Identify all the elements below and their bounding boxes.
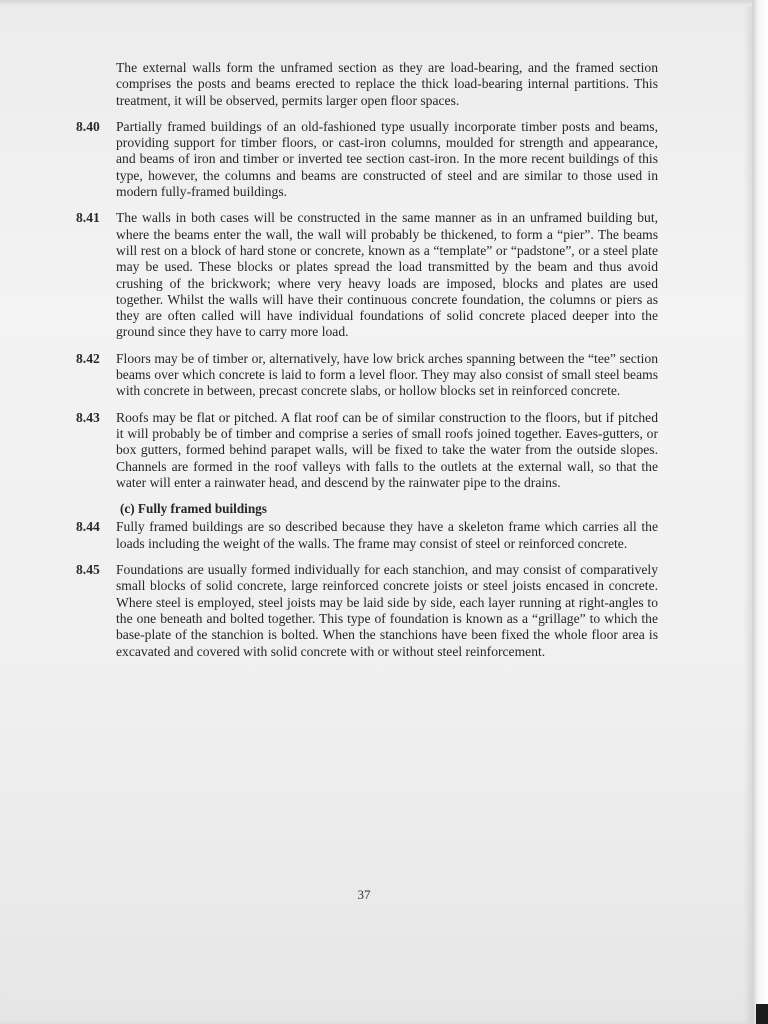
paragraph-number: 8.45 (76, 562, 100, 578)
paragraph-8-43 (76, 410, 658, 491)
paragraph-8-41 (76, 210, 658, 340)
paragraph-number: 8.44 (76, 519, 100, 535)
page-number: 37 (357, 887, 371, 902)
intro-paragraph (76, 60, 658, 109)
paragraph-8-42 (76, 351, 658, 400)
paragraph-number: 8.42 (76, 350, 100, 366)
paragraph-number: 8.41 (76, 210, 100, 226)
page-body (76, 60, 658, 670)
paragraph-text: Partially framed buildings of an old-fashioned type usually incorporate timber posts and beams, providing support for timber floors, or cast-iron columns, moulded for strength and appearance, and beams of iron and timber or inverted tee section cast-iron. In the more recent buildings of this type, however, the columns and beams are constructed of steel and are similar to those used in modern fully-framed buildings. (116, 118, 658, 200)
page-right-edge (752, 0, 768, 1024)
paragraph-text: Roofs may be flat or pitched. A flat roof can be of similar construction to the floors, but if pitched it will probably be of timber and comprise a series of small roofs joined together. Eaves-gutters, or box gutters, formed behind parapet walls, will be fixed to take the water from the outside slopes. Channels are formed in the roof valleys with falls to the outlets at the external wall, so that the water will enter a rainwater head, and descend by the rainwater pipe to the drains. (116, 409, 658, 490)
paragraph-text: The walls in both cases will be constructed in the same manner as in an unframed building but, where the beams enter the wall, the wall will probably be thickened, to form a “pier”. The beams will rest on a block of hard stone or concrete, known as a “template” or “padstone”, or a steel plate may be used. These blocks or plates spread the load transmitted by the beam and thus avoid crushing of the brickwork; where very heavy loads are imposed, blocks and plates are used together. Whilst the walls will have their continuous concrete foundation, the columns or piers as they are often called will have individual foundations of solid concrete placed deeper into the ground since they have to carry more load. (116, 210, 658, 340)
paragraph-number: 8.40 (76, 118, 100, 134)
paragraph-text: Floors may be of timber or, alternatively, have low brick arches spanning between the “tee” section beams over which concrete is laid to form a level floor. They may also consist of small steel beams with concrete in between, precast concrete slabs, or hollow blocks set in reinforced concrete. (116, 350, 658, 399)
intro-text: The external walls form the unframed section as they are load-bearing, and the framed section comprises the posts and beams erected to replace the thick load-bearing internal partitions. This treatment, it will be observed, permits larger open floor spaces. (116, 60, 658, 108)
paragraph-number: 8.43 (76, 409, 100, 425)
section-subheading: (c) Fully framed buildings (120, 501, 267, 517)
paragraph-8-45 (76, 562, 658, 660)
paragraph-8-40 (76, 119, 658, 200)
paragraph-8-44 (76, 519, 658, 552)
scan-corner-mark (756, 1004, 768, 1024)
page-top-edge (0, 0, 752, 6)
paragraph-text: Fully framed buildings are so described because they have a skeleton frame which carries all the loads including the weight of the walls. The frame may consist of steel or reinforced concrete. (116, 519, 658, 551)
paragraph-text: Foundations are usually formed individually for each stanchion, and may consist of comparatively small blocks of solid concrete, large reinforced concrete joists or steel joists encased in concrete. Where steel is employed, steel joists may be laid side by side, each layer running at right-angles to the one beneath and bolted together. This type of foundation is known as a “grillage” to which the base-plate of the stanchion is bolted. When the stanchions have been fixed the whole floor area is excavated and covered with solid concrete with or without steel reinforcement. (116, 562, 658, 659)
